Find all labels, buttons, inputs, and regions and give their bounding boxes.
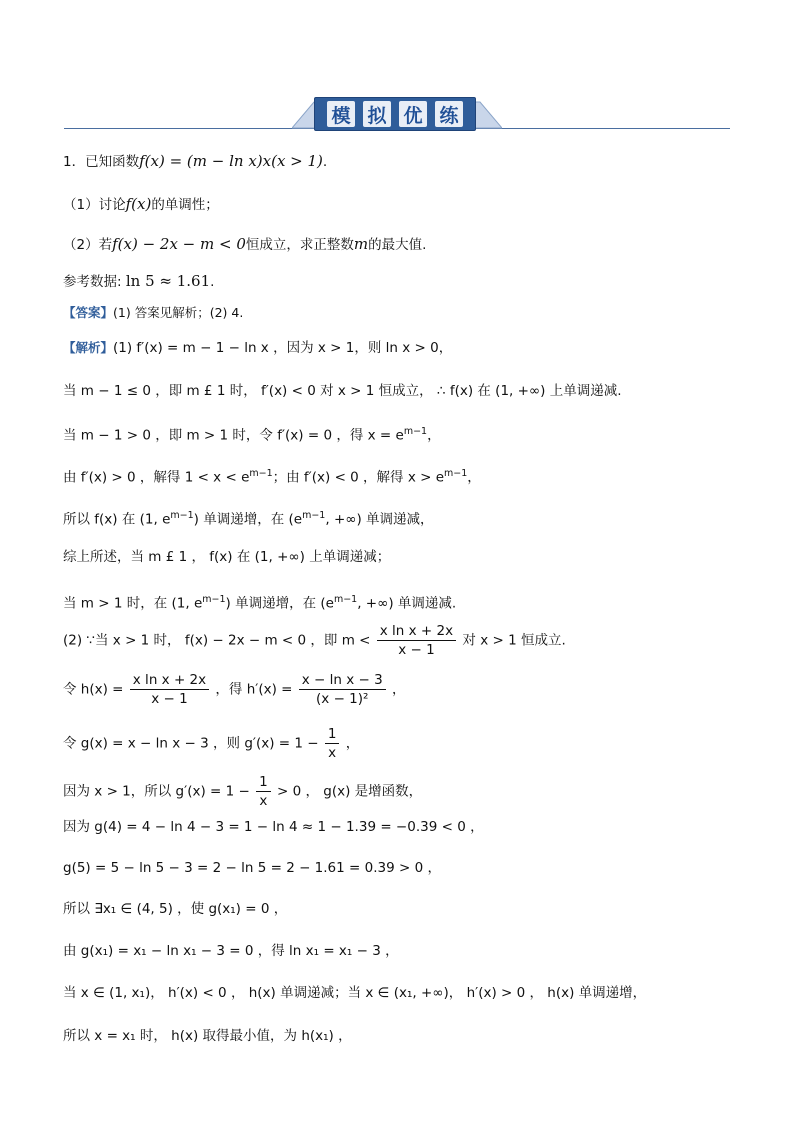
part2-label: （2）若 (63, 237, 113, 253)
solution-line-14 (63, 898, 287, 920)
fraction (377, 622, 456, 659)
part1-formula: f(x) (125, 195, 152, 213)
solution-text: ， (345, 735, 360, 752)
solution-line-2 (63, 380, 622, 402)
solution-text: ；由 f′(x) < 0 ，解得 x > e (272, 469, 445, 486)
solution-text: , +∞) 单调递减. (357, 595, 457, 612)
solution-line-3 (63, 421, 441, 447)
exponent: m−1 (403, 426, 428, 437)
solution-text: (1) f′(x) = m − 1 − ln x ，因为 x > 1，则 ln x > 0， (113, 340, 453, 356)
solution-text: 所以 x = x₁ 时， h(x) 取得最小值，为 h(x₁) ， (63, 1028, 352, 1044)
solution-text: 综上所述，当 m £ 1 ， f(x) 在 (1, +∞) 上单调递减； (63, 549, 391, 565)
ref-value: ln 5 ≈ 1.61 (125, 272, 211, 290)
problem-part2 (63, 233, 426, 256)
fraction-denominator: x (259, 793, 268, 809)
solution-line-4 (63, 463, 481, 489)
exponent: m−1 (170, 510, 194, 521)
solution-text: 所以 f(x) 在 (1, e (63, 511, 171, 528)
part2-var: m (353, 235, 369, 253)
exponent: m−1 (444, 468, 468, 479)
solution-line-7 (63, 589, 456, 615)
solution-line-17 (63, 1025, 352, 1047)
solution-line-1 (63, 337, 452, 359)
banner-char: 优 (399, 101, 427, 127)
solution-text: g(5) = 5 − ln 5 − 3 = 2 − ln 5 = 2 − 1.61 = 0.39 > 0 ， (63, 860, 441, 876)
answer-tag: 【答案】 (63, 305, 114, 320)
fraction-numerator: x ln x + 2x (130, 671, 209, 690)
fraction (325, 725, 340, 762)
solution-line-11 (63, 773, 422, 810)
exponent: m−1 (302, 510, 326, 521)
stem-formula: f(x) = (m − ln x)x(x > 1) (139, 152, 323, 170)
solution-tag: 【解析】 (63, 340, 114, 355)
exponent: m−1 (249, 468, 273, 479)
solution-text: 对 x > 1 恒成立. (462, 632, 566, 649)
fraction-denominator: x − 1 (151, 691, 188, 707)
solution-text: 令 h(x) = (63, 681, 124, 698)
banner-char: 拟 (363, 101, 391, 127)
fraction-numerator: x ln x + 2x (377, 622, 456, 641)
part2-text: 恒成立，求正整数 (245, 237, 354, 253)
solution-text: ) 单调递增，在 (e (193, 511, 303, 528)
section-banner (314, 97, 476, 131)
fraction-denominator: (x − 1)² (316, 691, 369, 707)
fraction-numerator: x − ln x − 3 (299, 671, 386, 690)
solution-line-5 (63, 505, 434, 531)
answer-text: (1) 答案见解析；(2) 4. (113, 305, 244, 320)
solution-text: 当 m > 1 时，在 (1, e (63, 595, 203, 612)
reference-data (63, 270, 214, 293)
solution-line-12 (63, 816, 484, 838)
solution-text: ， (467, 469, 481, 486)
answer-line (63, 302, 243, 324)
part1-label: （1）讨论 (63, 197, 126, 213)
solution-line-8 (63, 622, 566, 659)
fraction-numerator: 1 (256, 773, 271, 792)
solution-text: 因为 g(4) = 4 − ln 4 − 3 = 1 − ln 4 ≈ 1 − 1.39 = −0.39 < 0 ， (63, 819, 484, 835)
fraction (299, 671, 386, 708)
stem-end: . (322, 154, 328, 170)
solution-text: > 0 ， g(x) 是增函数， (277, 783, 423, 800)
solution-text: 当 x ∈ (1, x₁)， h′(x) < 0 ， h(x) 单调递减；当 x ∈ (x₁, +∞)， h′(x) > 0 ， h(x) 单调递增， (63, 985, 647, 1001)
exponent: m−1 (202, 594, 226, 605)
solution-line-9 (63, 671, 406, 708)
solution-line-13 (63, 857, 441, 879)
exponent: m−1 (333, 594, 358, 605)
fraction-numerator: 1 (325, 725, 340, 744)
solution-text: (2) ∵当 x > 1 时， f(x) − 2x − m < 0 ，即 m < (63, 632, 371, 649)
solution-text: 令 g(x) = x − ln x − 3 ，则 g′(x) = 1 − (63, 735, 319, 752)
stem-text: 1．已知函数 (63, 154, 140, 170)
fraction-denominator: x (328, 745, 337, 761)
fraction-denominator: x − 1 (398, 642, 435, 658)
problem-part1 (63, 193, 219, 216)
problem-stem (63, 150, 327, 173)
solution-text: ) 单调递增，在 (e (225, 595, 334, 612)
ref-end: . (210, 274, 215, 290)
solution-text: 当 m − 1 ≤ 0 ，即 m £ 1 时， f′(x) < 0 对 x > 1 恒成立， ∴ f(x) 在 (1, +∞) 上单调递减. (63, 383, 622, 399)
fraction (256, 773, 271, 810)
solution-line-6 (63, 546, 390, 568)
part1-text: 的单调性； (151, 197, 219, 213)
ref-label: 参考数据: (63, 274, 122, 290)
solution-text: 当 m − 1 > 0 ，即 m > 1 时，令 f′(x) = 0 ，得 x = e (63, 427, 404, 444)
solution-text: 所以 ∃x₁ ∈ (4, 5) ，使 g(x₁) = 0 ， (63, 901, 288, 917)
solution-line-15 (63, 940, 399, 962)
solution-line-16 (63, 982, 646, 1004)
solution-text: ，得 h′(x) = (215, 681, 293, 698)
part2-formula: f(x) − 2x − m < 0 (112, 235, 246, 253)
fraction (130, 671, 209, 708)
banner-char: 练 (435, 101, 463, 127)
solution-text: 由 g(x₁) = x₁ − ln x₁ − 3 = 0 ，得 ln x₁ = x₁ − 3 ， (63, 943, 399, 959)
banner-char: 模 (327, 101, 355, 127)
solution-text: 因为 x > 1，所以 g′(x) = 1 − (63, 783, 250, 800)
solution-text: ， (427, 427, 441, 444)
solution-text: , +∞) 单调递减， (325, 511, 434, 528)
part2-end: 的最大值. (368, 237, 427, 253)
solution-text: ， (392, 681, 406, 698)
solution-text: 由 f′(x) > 0 ，解得 1 < x < e (63, 469, 250, 486)
solution-line-10 (63, 725, 359, 762)
